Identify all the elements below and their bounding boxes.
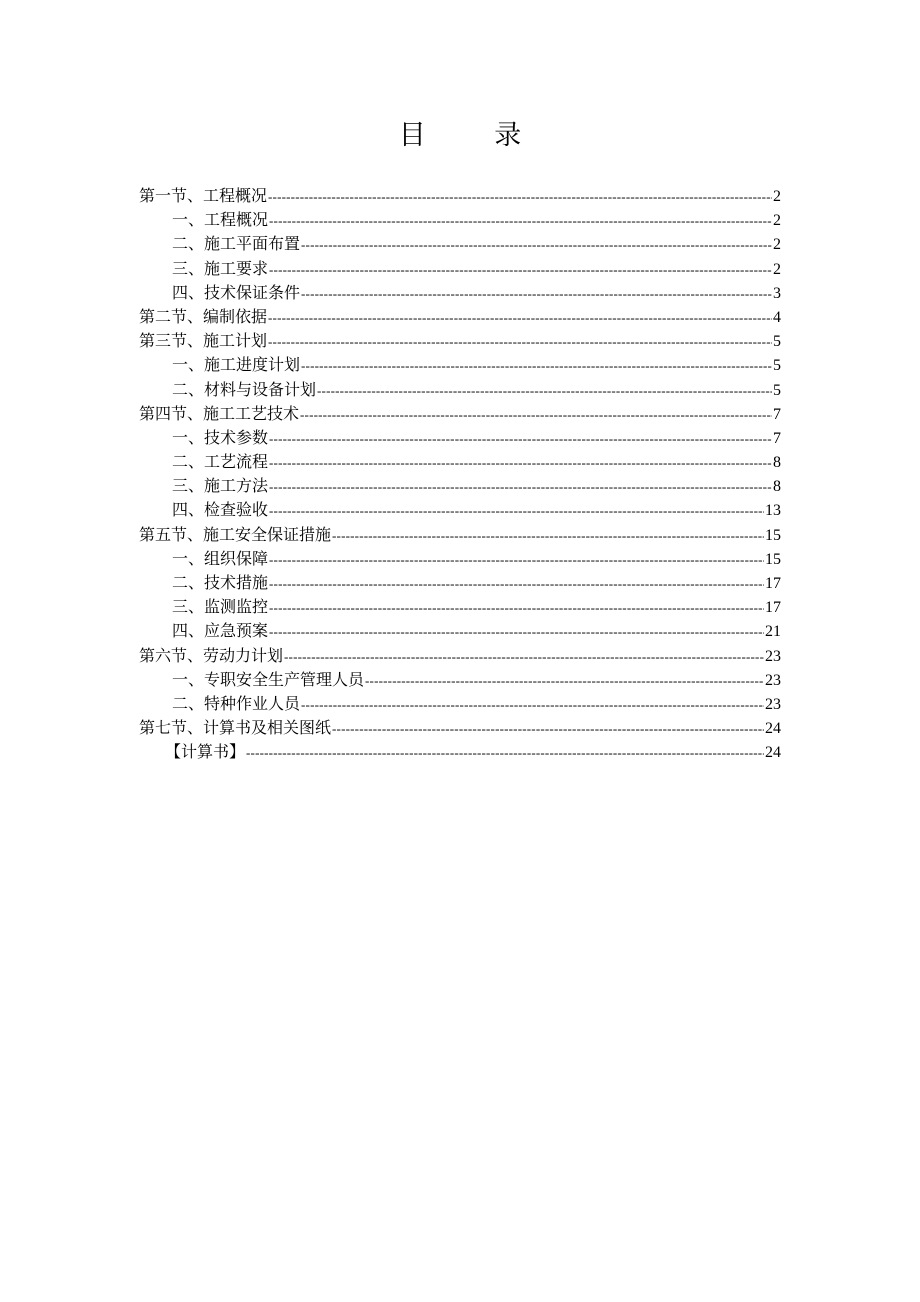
toc-dot-leader	[301, 286, 772, 302]
toc-dot-leader	[269, 503, 764, 519]
toc-entry[interactable]	[139, 473, 781, 497]
toc-entry-label: 第三节、施工计划	[139, 331, 268, 351]
toc-entry-page: 5	[773, 333, 781, 351]
toc-dot-leader	[246, 745, 764, 761]
toc-entry-label: 四、技术保证条件	[172, 282, 301, 302]
toc-entry-page: 21	[765, 623, 781, 641]
toc-entry-page: 15	[765, 550, 781, 568]
toc-entry-label: 三、监测监控	[172, 597, 269, 617]
toc-dot-leader	[300, 407, 772, 423]
toc-entry-label: 一、技术参数	[172, 427, 269, 447]
toc-dot-leader	[269, 552, 764, 568]
toc-entry[interactable]	[139, 546, 781, 570]
toc-dot-leader	[269, 455, 772, 471]
toc-entry-page: 24	[765, 744, 781, 762]
toc-dot-leader	[365, 673, 764, 689]
toc-dot-leader	[332, 721, 764, 737]
toc-entry-label: 第六节、劳动力计划	[139, 645, 284, 665]
toc-entry-page: 5	[773, 381, 781, 399]
toc-entry[interactable]	[139, 739, 781, 763]
toc-dot-leader	[269, 576, 764, 592]
toc-entry[interactable]	[139, 328, 781, 352]
toc-entry[interactable]	[139, 377, 781, 401]
toc-entry-label: 第五节、施工安全保证措施	[139, 524, 332, 544]
toc-dot-leader	[269, 624, 764, 640]
toc-entry[interactable]	[139, 207, 781, 231]
toc-entry-label: 二、施工平面布置	[172, 234, 301, 254]
toc-entry[interactable]	[139, 401, 781, 425]
toc-entry-label: 二、材料与设备计划	[172, 379, 317, 399]
toc-entry[interactable]	[139, 643, 781, 667]
toc-entry[interactable]	[139, 352, 781, 376]
toc-entry-page: 8	[773, 478, 781, 496]
toc-dot-leader	[268, 189, 772, 205]
toc-entry[interactable]	[139, 594, 781, 618]
toc-entry-label: 二、特种作业人员	[172, 693, 301, 713]
toc-entry[interactable]	[139, 231, 781, 255]
toc-entry-label: 二、技术措施	[172, 573, 269, 592]
toc-entry-page: 23	[765, 671, 781, 689]
toc-entry-label: 四、应急预案	[172, 621, 269, 641]
toc-entry[interactable]	[139, 570, 781, 594]
toc-dot-leader	[317, 383, 772, 399]
toc-dot-leader	[269, 431, 772, 447]
toc-entry-page: 2	[773, 188, 781, 205]
toc-entry-page: 17	[765, 575, 781, 592]
toc-entry-label: 一、施工进度计划	[172, 355, 301, 375]
toc-entry-label: 四、检查验收	[172, 500, 269, 520]
toc-entry-label: 第七节、计算书及相关图纸	[139, 718, 332, 738]
toc-entry-page: 13	[765, 502, 781, 520]
toc-entry[interactable]	[139, 425, 781, 449]
toc-dot-leader	[284, 649, 764, 665]
toc-dot-leader	[269, 213, 772, 229]
toc-entry-label: 一、专职安全生产管理人员	[172, 669, 365, 689]
toc-entry-page: 5	[773, 357, 781, 375]
toc-entry-page: 23	[765, 647, 781, 665]
toc-entry-page: 3	[773, 284, 781, 302]
toc-entry-page: 8	[773, 454, 781, 472]
toc-entry-page: 15	[765, 526, 781, 544]
toc-entry-label: 一、工程概况	[172, 210, 269, 230]
toc-entry[interactable]	[139, 449, 781, 473]
toc-entry-page: 24	[765, 720, 781, 738]
toc-entry-page: 17	[765, 599, 781, 617]
toc-dot-leader	[269, 479, 772, 495]
toc-entry-page: 2	[773, 236, 781, 254]
toc-dot-leader	[301, 358, 772, 374]
toc-entry-label: 三、施工方法	[172, 476, 269, 496]
toc-entry-page: 2	[773, 260, 781, 278]
toc-entry-label: 第一节、工程概况	[139, 186, 268, 205]
toc-entry[interactable]	[139, 304, 781, 328]
toc-entry-label: 一、组织保障	[172, 548, 269, 568]
toc-entry[interactable]	[139, 522, 781, 546]
toc-entry-label: 二、工艺流程	[172, 452, 269, 472]
toc-entry-label: 三、施工要求	[172, 258, 269, 278]
toc-entry-page: 7	[773, 405, 781, 423]
toc-dot-leader	[332, 528, 764, 544]
toc-entry[interactable]	[139, 280, 781, 304]
toc-dot-leader	[269, 600, 764, 616]
toc-entry-page: 4	[773, 308, 781, 326]
toc-entry-label: 【计算书】	[165, 742, 246, 762]
toc-entry-label: 第四节、施工工艺技术	[139, 403, 300, 423]
toc-dot-leader	[268, 310, 772, 326]
toc-dot-leader	[268, 334, 772, 350]
toc-entry[interactable]	[139, 497, 781, 521]
toc-entry-label: 第二节、编制依据	[139, 306, 268, 326]
toc-entry-page: 23	[765, 695, 781, 713]
toc-entry[interactable]	[139, 667, 781, 691]
toc-dot-leader	[301, 697, 764, 713]
toc-entry[interactable]	[139, 183, 781, 207]
toc-entry[interactable]	[139, 715, 781, 739]
toc-entry-page: 7	[773, 429, 781, 447]
toc-entry[interactable]	[139, 691, 781, 715]
table-of-contents	[139, 183, 781, 764]
toc-entry[interactable]	[139, 256, 781, 280]
toc-entry-page: 2	[773, 212, 781, 230]
page-title: 目 录	[398, 120, 552, 151]
toc-dot-leader	[269, 262, 772, 278]
toc-entry[interactable]	[139, 618, 781, 642]
toc-dot-leader	[301, 237, 772, 253]
